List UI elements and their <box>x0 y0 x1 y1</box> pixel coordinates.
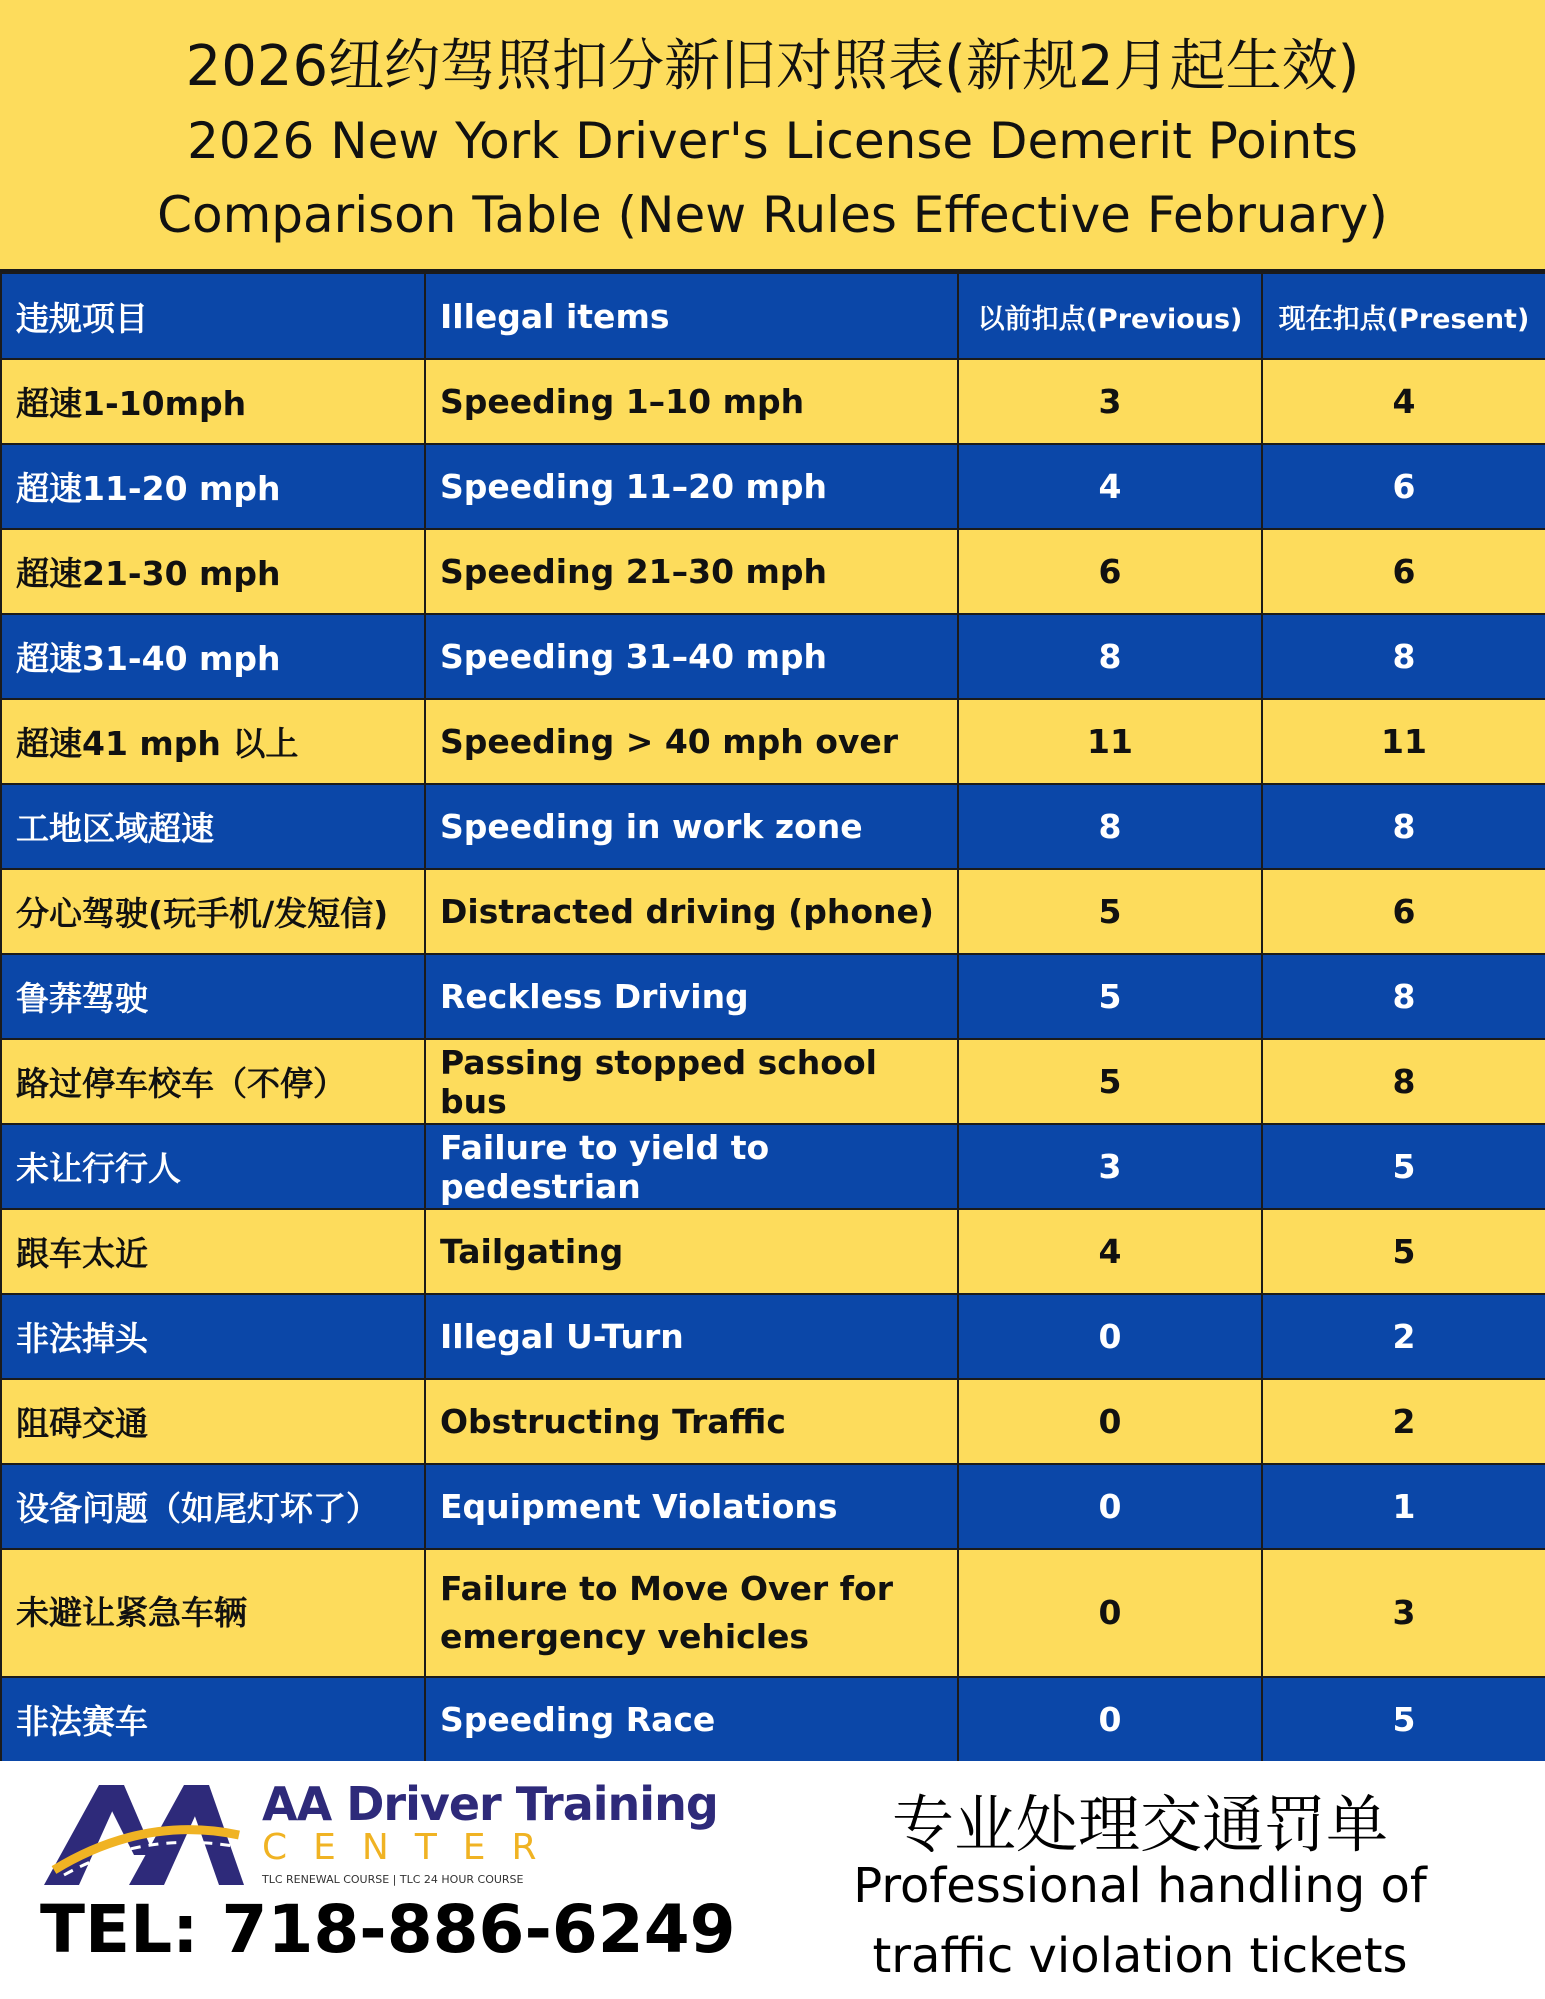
cell-previous-points: 6 <box>958 529 1262 614</box>
demerit-points-table <box>0 272 1545 1763</box>
cell-cn-item: 超速1-10mph <box>1 359 425 444</box>
cell-en-item: Speeding > 40 mph over <box>425 699 958 784</box>
cell-previous-points: 8 <box>958 614 1262 699</box>
cell-en-item: Passing stopped school bus <box>425 1039 958 1124</box>
cell-previous-points: 0 <box>958 1677 1262 1762</box>
table-row <box>1 1294 1545 1379</box>
table-row <box>1 784 1545 869</box>
table-row <box>1 1039 1545 1124</box>
title-banner <box>0 0 1545 272</box>
cell-previous-points: 4 <box>958 1209 1262 1294</box>
cell-present-points: 6 <box>1262 444 1545 529</box>
column-header-cn-item: 违规项目 <box>1 273 425 359</box>
brand-subtitle: CENTER <box>262 1827 563 1868</box>
table-row <box>1 1677 1545 1762</box>
table-row <box>1 444 1545 529</box>
slogan-en-line2: traffic violation tickets <box>872 1928 1408 1984</box>
cell-previous-points: 11 <box>958 699 1262 784</box>
cell-en-item: Distracted driving (phone) <box>425 869 958 954</box>
cell-en-item: Obstructing Traffic <box>425 1379 958 1464</box>
table-row <box>1 1209 1545 1294</box>
cell-previous-points: 0 <box>958 1549 1262 1677</box>
cell-cn-item: 未避让紧急车辆 <box>1 1549 425 1677</box>
cell-present-points: 11 <box>1262 699 1545 784</box>
cell-previous-points: 0 <box>958 1464 1262 1549</box>
column-header-en-item: Illegal items <box>425 273 958 359</box>
phone-number: TEL: 718-886-6249 <box>40 1891 736 1968</box>
cell-cn-item: 未让行行人 <box>1 1124 425 1209</box>
cell-present-points: 8 <box>1262 614 1545 699</box>
cell-cn-item: 超速11-20 mph <box>1 444 425 529</box>
page-title-english <box>0 104 1545 252</box>
cell-en-item: Speeding Race <box>425 1677 958 1762</box>
cell-cn-item: 工地区域超速 <box>1 784 425 869</box>
cell-cn-item: 阻碍交通 <box>1 1379 425 1464</box>
cell-previous-points: 5 <box>958 954 1262 1039</box>
cell-present-points: 8 <box>1262 1039 1545 1124</box>
cell-cn-item: 路过停车校车（不停） <box>1 1039 425 1124</box>
slogan-english <box>810 1851 1470 1991</box>
table-row <box>1 1124 1545 1209</box>
table-row <box>1 614 1545 699</box>
cell-en-item: Illegal U-Turn <box>425 1294 958 1379</box>
cell-previous-points: 3 <box>958 1124 1262 1209</box>
cell-present-points: 5 <box>1262 1677 1545 1762</box>
cell-cn-item: 跟车太近 <box>1 1209 425 1294</box>
cell-en-item: Failure to yield to pedestrian <box>425 1124 958 1209</box>
footer <box>0 1761 1545 1999</box>
cell-previous-points: 5 <box>958 869 1262 954</box>
title-en-line2: Comparison Table (New Rules Effective February) <box>157 186 1388 244</box>
slogan-en-line1: Professional handling of <box>853 1858 1427 1914</box>
aa-logo-icon <box>44 1775 244 1885</box>
table-row <box>1 1549 1545 1677</box>
cell-en-item: Speeding 31–40 mph <box>425 614 958 699</box>
table-row <box>1 954 1545 1039</box>
cell-en-item: Equipment Violations <box>425 1464 958 1549</box>
cell-previous-points: 5 <box>958 1039 1262 1124</box>
cell-previous-points: 0 <box>958 1294 1262 1379</box>
cell-previous-points: 4 <box>958 444 1262 529</box>
cell-en-item: Failure to Move Over for emergency vehicles <box>425 1549 958 1677</box>
cell-present-points: 1 <box>1262 1464 1545 1549</box>
cell-previous-points: 3 <box>958 359 1262 444</box>
table-row <box>1 869 1545 954</box>
cell-present-points: 5 <box>1262 1209 1545 1294</box>
cell-cn-item: 非法掉头 <box>1 1294 425 1379</box>
table-row <box>1 699 1545 784</box>
table-header-row <box>1 273 1545 359</box>
cell-previous-points: 8 <box>958 784 1262 869</box>
cell-cn-item: 非法赛车 <box>1 1677 425 1762</box>
cell-en-item: Tailgating <box>425 1209 958 1294</box>
cell-present-points: 8 <box>1262 784 1545 869</box>
brand-tagline: TLC RENEWAL COURSE | TLC 24 HOUR COURSE <box>262 1873 524 1886</box>
cell-cn-item: 超速41 mph 以上 <box>1 699 425 784</box>
cell-cn-item: 鲁莽驾驶 <box>1 954 425 1039</box>
cell-cn-item: 分心驾驶(玩手机/发短信) <box>1 869 425 954</box>
table-row <box>1 529 1545 614</box>
page-title-chinese: 2026纽约驾照扣分新旧对照表(新规2月起生效) <box>185 34 1360 99</box>
column-header-present: 现在扣点(Present) <box>1262 273 1545 359</box>
cell-present-points: 8 <box>1262 954 1545 1039</box>
cell-present-points: 2 <box>1262 1379 1545 1464</box>
column-header-previous: 以前扣点(Previous) <box>958 273 1262 359</box>
cell-present-points: 6 <box>1262 529 1545 614</box>
title-en-line1: 2026 New York Driver's License Demerit Points <box>187 112 1358 170</box>
cell-en-item: Speeding 1–10 mph <box>425 359 958 444</box>
cell-previous-points: 0 <box>958 1379 1262 1464</box>
cell-present-points: 4 <box>1262 359 1545 444</box>
cell-present-points: 6 <box>1262 869 1545 954</box>
brand-name: AA Driver Training <box>262 1777 718 1831</box>
cell-en-item: Speeding 21–30 mph <box>425 529 958 614</box>
table-row <box>1 359 1545 444</box>
slogan-chinese: 专业处理交通罚单 <box>891 1788 1388 1861</box>
cell-cn-item: 超速21-30 mph <box>1 529 425 614</box>
table-row <box>1 1464 1545 1549</box>
cell-present-points: 5 <box>1262 1124 1545 1209</box>
cell-en-item: Speeding 11–20 mph <box>425 444 958 529</box>
cell-en-item: Reckless Driving <box>425 954 958 1039</box>
cell-present-points: 3 <box>1262 1549 1545 1677</box>
table-row <box>1 1379 1545 1464</box>
cell-cn-item: 超速31-40 mph <box>1 614 425 699</box>
cell-cn-item: 设备问题（如尾灯坏了） <box>1 1464 425 1549</box>
cell-en-item: Speeding in work zone <box>425 784 958 869</box>
cell-present-points: 2 <box>1262 1294 1545 1379</box>
